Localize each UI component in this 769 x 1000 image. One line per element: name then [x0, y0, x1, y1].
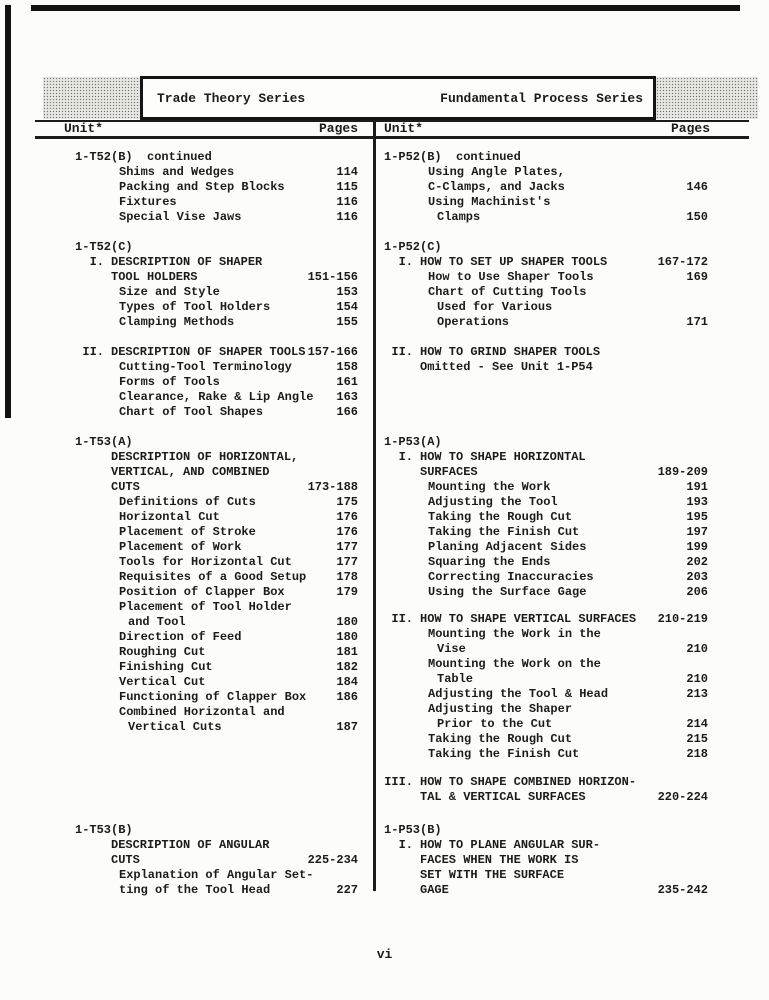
- entry-title: Using Machinist's: [428, 195, 551, 209]
- entry-title: Adjusting the Tool & Head: [428, 687, 609, 701]
- entry-title: ting of the Tool Head: [119, 883, 271, 897]
- entry-title: Vise: [437, 642, 466, 656]
- entry-title: HOW TO SHAPE HORIZONTAL: [420, 450, 586, 464]
- entry-page: 213: [686, 687, 708, 701]
- page-number: vi: [376, 947, 393, 962]
- entry-page: 235-242: [657, 883, 708, 897]
- halftone-texture-right: [656, 77, 758, 119]
- toc-entry-row: [75, 585, 358, 600]
- entry-page: 180: [336, 630, 358, 644]
- toc-entry-row: [75, 300, 358, 315]
- pages-column-label: Pages: [318, 121, 358, 136]
- entry-title: TAL & VERTICAL SURFACES: [420, 790, 586, 804]
- entry-title: Clamps: [437, 210, 481, 224]
- entry-title: Taking the Finish Cut: [428, 747, 580, 761]
- entry-page: 169: [686, 270, 708, 284]
- toc-entry-row: [384, 285, 708, 300]
- section-numeral: I.: [398, 838, 413, 852]
- toc-entry-row: [384, 747, 708, 762]
- entry-title: Packing and Step Blocks: [119, 180, 285, 194]
- toc-entry-row: [75, 690, 358, 705]
- entry-page: 115: [336, 180, 358, 194]
- section-numeral: I.: [398, 255, 413, 269]
- entry-page: 171: [686, 315, 708, 329]
- entry-page: 218: [686, 747, 708, 761]
- entry-page: 191: [686, 480, 708, 494]
- toc-entry-row: [384, 585, 708, 600]
- entry-page: 166: [336, 405, 358, 419]
- entry-title: Clearance, Rake & Lip Angle: [119, 390, 314, 404]
- toc-entry-row: [75, 525, 358, 540]
- entry-title: C-Clamps, and Jacks: [428, 180, 565, 194]
- entry-title: Requisites of a Good Setup: [119, 570, 307, 584]
- entry-page: 206: [686, 585, 708, 599]
- entry-title: Roughing Cut: [119, 645, 206, 659]
- toc-entry-row: [75, 675, 358, 690]
- toc-unit-row: [384, 150, 708, 165]
- entry-title: CUTS: [111, 480, 140, 494]
- toc-group: [384, 345, 708, 375]
- entry-title: TOOL HOLDERS: [111, 270, 198, 284]
- toc-group: [75, 240, 358, 330]
- entry-page: 154: [336, 300, 358, 314]
- entry-page: 158: [336, 360, 358, 374]
- entry-page: 210: [686, 642, 708, 656]
- entry-title: Squaring the Ends: [428, 555, 551, 569]
- toc-entry-row: [75, 838, 358, 853]
- entry-page: 197: [686, 525, 708, 539]
- entry-page: 210: [686, 672, 708, 686]
- toc-entry-row: [75, 375, 358, 390]
- toc-entry-row: [384, 195, 708, 210]
- entry-title: Forms of Tools: [119, 375, 220, 389]
- toc-entry-row: [75, 180, 358, 195]
- unit-code: 1-T53(A): [75, 435, 133, 449]
- toc-entry-row: [384, 627, 708, 642]
- entry-title: CUTS: [111, 853, 140, 867]
- toc-entry-row: [384, 868, 708, 883]
- entry-title: HOW TO SHAPE VERTICAL SURFACES: [420, 612, 637, 626]
- entry-title: Combined Horizontal and: [119, 705, 285, 719]
- scan-edge-top-bar: [31, 5, 740, 11]
- entry-title: Adjusting the Tool: [428, 495, 558, 509]
- entry-title: Used for Various: [437, 300, 553, 314]
- series-header-box: [140, 76, 656, 120]
- entry-title: Vertical Cuts: [128, 720, 222, 734]
- toc-entry-row: [75, 868, 358, 883]
- entry-page: 178: [336, 570, 358, 584]
- toc-entry-row: [384, 480, 708, 495]
- toc-entry-row: [75, 510, 358, 525]
- toc-entry-row: [384, 360, 708, 375]
- toc-entry-row: [75, 883, 358, 898]
- entry-title: Functioning of Clapper Box: [119, 690, 307, 704]
- halftone-texture-left: [43, 77, 140, 119]
- toc-group: [75, 435, 358, 735]
- entry-title: Mounting the Work in the: [428, 627, 601, 641]
- entry-page: 116: [336, 210, 358, 224]
- toc-entry-row: [75, 853, 358, 868]
- toc-entry-row: [384, 300, 708, 315]
- toc-entry-row: [75, 270, 358, 285]
- toc-entry-row: [75, 465, 358, 480]
- toc-group: [384, 775, 708, 805]
- toc-entry-row: [75, 450, 358, 465]
- toc-entry-row: [75, 390, 358, 405]
- entry-title: Finishing Cut: [119, 660, 213, 674]
- entry-page: 177: [336, 555, 358, 569]
- toc-entry-row: [384, 465, 708, 480]
- entry-title: Chart of Cutting Tools: [428, 285, 587, 299]
- entry-page: 163: [336, 390, 358, 404]
- entry-title: Taking the Rough Cut: [428, 510, 573, 524]
- toc-group: [75, 150, 358, 225]
- entry-title: Tools for Horizontal Cut: [119, 555, 292, 569]
- entry-title: HOW TO GRIND SHAPER TOOLS: [420, 345, 601, 359]
- entry-title: VERTICAL, AND COMBINED: [111, 465, 270, 479]
- toc-entry-row: [75, 345, 358, 360]
- entry-page: 202: [686, 555, 708, 569]
- unit-column-label: Unit*: [384, 121, 424, 136]
- entry-title: Using the Surface Gage: [428, 585, 587, 599]
- unit-code: 1-P53(B): [384, 823, 442, 837]
- entry-page: 151-156: [307, 270, 358, 284]
- unit-code: 1-P53(A): [384, 435, 442, 449]
- entry-title: DESCRIPTION OF ANGULAR: [111, 838, 270, 852]
- toc-group: [75, 345, 358, 420]
- entry-page: 225-234: [307, 853, 358, 867]
- entry-title: Types of Tool Holders: [119, 300, 271, 314]
- unit-code: 1-T52(C): [75, 240, 133, 254]
- entry-page: 153: [336, 285, 358, 299]
- toc-entry-row: [384, 775, 708, 790]
- entry-title: Omitted - See Unit 1-P54: [420, 360, 593, 374]
- toc-entry-row: [384, 555, 708, 570]
- toc-group: [384, 240, 708, 330]
- toc-entry-row: [75, 495, 358, 510]
- entry-title: SURFACES: [420, 465, 478, 479]
- toc-entry-row: [75, 255, 358, 270]
- toc-entry-row: [384, 165, 708, 180]
- toc-entry-row: [75, 315, 358, 330]
- toc-entry-row: [384, 672, 708, 687]
- entry-page: 177: [336, 540, 358, 554]
- entry-title: Correcting Inaccuracies: [428, 570, 594, 584]
- toc-unit-row: [384, 435, 708, 450]
- unit-code: 1-P52(B) continued: [384, 150, 521, 164]
- toc-group: [384, 612, 708, 762]
- entry-title: FACES WHEN THE WORK IS: [420, 853, 579, 867]
- section-numeral: II.: [82, 345, 104, 359]
- toc-entry-row: [75, 630, 358, 645]
- entry-page: 203: [686, 570, 708, 584]
- entry-page: 186: [336, 690, 358, 704]
- toc-unit-row: [75, 435, 358, 450]
- toc-entry-row: [384, 642, 708, 657]
- entry-title: Taking the Finish Cut: [428, 525, 580, 539]
- entry-title: Shims and Wedges: [119, 165, 235, 179]
- header-rule-bottom: [35, 136, 749, 139]
- toc-entry-row: [75, 570, 358, 585]
- entry-page: 175: [336, 495, 358, 509]
- entry-page: 215: [686, 732, 708, 746]
- entry-title: Planing Adjacent Sides: [428, 540, 587, 554]
- unit-code: 1-P52(C): [384, 240, 442, 254]
- entry-title: Vertical Cut: [119, 675, 206, 689]
- entry-page: 182: [336, 660, 358, 674]
- entry-title: GAGE: [420, 883, 449, 897]
- toc-entry-row: [384, 210, 708, 225]
- toc-unit-row: [384, 240, 708, 255]
- toc-entry-row: [75, 600, 358, 615]
- toc-entry-row: [384, 853, 708, 868]
- toc-entry-row: [384, 790, 708, 805]
- toc-group: [384, 150, 708, 225]
- toc-entry-row: [384, 732, 708, 747]
- toc-unit-row: [75, 240, 358, 255]
- toc-entry-row: [384, 570, 708, 585]
- column-header-right: [384, 122, 710, 136]
- entry-page: 181: [336, 645, 358, 659]
- toc-group: [75, 823, 358, 898]
- toc-entry-row: [384, 315, 708, 330]
- scan-edge-left-bar: [5, 5, 11, 418]
- entry-page: 187: [336, 720, 358, 734]
- toc-unit-row: [75, 150, 358, 165]
- entry-page: 220-224: [657, 790, 708, 804]
- section-numeral: III.: [384, 775, 413, 789]
- entry-page: 116: [336, 195, 358, 209]
- entry-page: 199: [686, 540, 708, 554]
- toc-entry-row: [384, 255, 708, 270]
- toc-entry-row: [384, 717, 708, 732]
- entry-page: 146: [686, 180, 708, 194]
- entry-page: 173-188: [307, 480, 358, 494]
- entry-title: Horizontal Cut: [119, 510, 220, 524]
- entry-page: 214: [686, 717, 708, 731]
- toc-column-left: [75, 150, 358, 898]
- toc-entry-row: [75, 705, 358, 720]
- entry-page: 195: [686, 510, 708, 524]
- entry-title: HOW TO SHAPE COMBINED HORIZON-: [420, 775, 637, 789]
- toc-entry-row: [75, 720, 358, 735]
- entry-title: How to Use Shaper Tools: [428, 270, 594, 284]
- column-header-left: [64, 122, 358, 136]
- toc-entry-row: [75, 285, 358, 300]
- entry-page: 227: [336, 883, 358, 897]
- entry-title: SET WITH THE SURFACE: [420, 868, 565, 882]
- toc-entry-row: [75, 210, 358, 225]
- toc-unit-row: [384, 823, 708, 838]
- entry-title: Prior to the Cut: [437, 717, 553, 731]
- entry-title: Mounting the Work on the: [428, 657, 601, 671]
- toc-entry-row: [384, 883, 708, 898]
- toc-entry-row: [75, 405, 358, 420]
- toc-entry-row: [384, 525, 708, 540]
- entry-title: DESCRIPTION OF SHAPER TOOLS: [111, 345, 306, 359]
- toc-group: [384, 435, 708, 600]
- entry-title: Position of Clapper Box: [119, 585, 285, 599]
- toc-unit-row: [75, 823, 358, 838]
- entry-title: Cutting-Tool Terminology: [119, 360, 292, 374]
- entry-page: 114: [336, 165, 358, 179]
- entry-title: Direction of Feed: [119, 630, 242, 644]
- entry-title: and Tool: [128, 615, 186, 629]
- toc-column-right: [384, 150, 708, 898]
- toc-entry-row: [384, 657, 708, 672]
- toc-entry-row: [384, 450, 708, 465]
- entry-title: Adjusting the Shaper: [428, 702, 573, 716]
- entry-title: Definitions of Cuts: [119, 495, 256, 509]
- entry-page: 157-166: [307, 345, 358, 359]
- entry-title: Placement of Work: [119, 540, 242, 554]
- entry-page: 189-209: [657, 465, 708, 479]
- toc-entry-row: [75, 360, 358, 375]
- entry-page: 176: [336, 525, 358, 539]
- entry-title: Chart of Tool Shapes: [119, 405, 264, 419]
- column-divider: [373, 121, 376, 891]
- entry-title: Fixtures: [119, 195, 177, 209]
- entry-page: 179: [336, 585, 358, 599]
- section-numeral: I.: [89, 255, 104, 269]
- toc-entry-row: [75, 165, 358, 180]
- section-numeral: II.: [391, 345, 413, 359]
- toc-entry-row: [75, 195, 358, 210]
- entry-title: Special Vise Jaws: [119, 210, 242, 224]
- toc-entry-row: [75, 555, 358, 570]
- toc-entry-row: [75, 660, 358, 675]
- entry-title: Using Angle Plates,: [428, 165, 565, 179]
- toc-entry-row: [384, 495, 708, 510]
- toc-entry-row: [75, 615, 358, 630]
- entry-title: DESCRIPTION OF HORIZONTAL,: [111, 450, 299, 464]
- pages-column-label: Pages: [670, 121, 710, 136]
- toc-entry-row: [384, 540, 708, 555]
- entry-page: 210-219: [657, 612, 708, 626]
- entry-page: 167-172: [657, 255, 708, 269]
- toc-entry-row: [384, 345, 708, 360]
- series-title-left: Trade Theory Series: [157, 90, 306, 106]
- toc-entry-row: [384, 687, 708, 702]
- unit-code: 1-T53(B): [75, 823, 133, 837]
- toc-entry-row: [384, 702, 708, 717]
- entry-page: 193: [686, 495, 708, 509]
- entry-title: Table: [437, 672, 474, 686]
- entry-title: HOW TO SET UP SHAPER TOOLS: [420, 255, 608, 269]
- toc-entry-row: [384, 180, 708, 195]
- entry-page: 176: [336, 510, 358, 524]
- toc-entry-row: [384, 510, 708, 525]
- section-numeral: II.: [391, 612, 413, 626]
- entry-page: 150: [686, 210, 708, 224]
- entry-title: Clamping Methods: [119, 315, 235, 329]
- entry-page: 180: [336, 615, 358, 629]
- toc-entry-row: [75, 480, 358, 495]
- toc-group: [384, 823, 708, 898]
- entry-title: Size and Style: [119, 285, 220, 299]
- entry-page: 161: [336, 375, 358, 389]
- unit-code: 1-T52(B) continued: [75, 150, 212, 164]
- entry-title: Operations: [437, 315, 510, 329]
- toc-entry-row: [75, 645, 358, 660]
- toc-entry-row: [384, 270, 708, 285]
- entry-title: HOW TO PLANE ANGULAR SUR-: [420, 838, 601, 852]
- entry-title: Taking the Rough Cut: [428, 732, 573, 746]
- entry-title: Placement of Stroke: [119, 525, 256, 539]
- entry-title: Explanation of Angular Set-: [119, 868, 314, 882]
- entry-page: 155: [336, 315, 358, 329]
- entry-page: 184: [336, 675, 358, 689]
- toc-entry-row: [384, 838, 708, 853]
- entry-title: Placement of Tool Holder: [119, 600, 292, 614]
- toc-entry-row: [75, 540, 358, 555]
- section-numeral: I.: [398, 450, 413, 464]
- unit-column-label: Unit*: [64, 121, 104, 136]
- entry-title: DESCRIPTION OF SHAPER: [111, 255, 263, 269]
- series-title-right: Fundamental Process Series: [440, 90, 643, 106]
- toc-entry-row: [384, 612, 708, 627]
- entry-title: Mounting the Work: [428, 480, 551, 494]
